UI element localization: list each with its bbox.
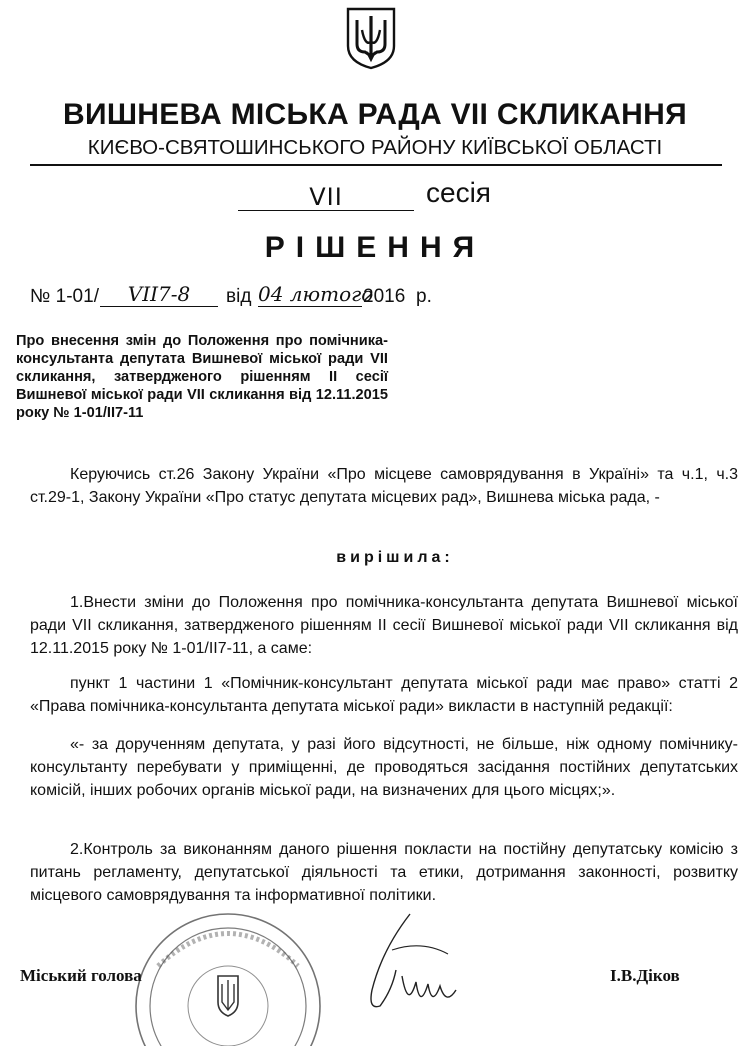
council-name: ВИШНЕВА МІСЬКА РАДА VII СКЛИКАННЯ bbox=[63, 98, 687, 131]
session-number-field bbox=[238, 180, 414, 211]
date-handwritten: 04 лютого bbox=[258, 282, 374, 306]
year-suffix: р. bbox=[416, 286, 432, 307]
decision-number-handwritten: VII7-8 bbox=[100, 282, 218, 307]
decision-number-prefix: № 1-01/ bbox=[30, 286, 99, 307]
signatory-title: Міський голова bbox=[20, 966, 142, 985]
preamble-paragraph: Керуючись ст.26 Закону України «Про місцеве самоврядування в Україні» та ч.1, ч.3 ст.29-1, Закону України «Про статус депутата місцевих рад», Вишнева міська рада, - bbox=[30, 466, 738, 506]
official-seal-icon bbox=[128, 906, 328, 1046]
resolved-heading: вирішила: bbox=[336, 549, 454, 566]
signatory-name: І.В.Діков bbox=[610, 966, 680, 985]
decision-title: РІШЕННЯ bbox=[264, 231, 486, 264]
header-divider bbox=[30, 164, 722, 166]
item-1-paragraph: 1.Внести зміни до Положення про помічника-консультанта депутата Вишневої міської ради VII скликання, затвердженого рішенням II сесії Вишневої міської ради VII скликання від 12.11.2015 року № 1-01/II7-11, а саме: bbox=[30, 594, 738, 657]
item-1-detail-paragraph: пункт 1 частини 1 «Помічник-консультант депутата міської ради має право» статті 2 «Права помічника-консультанта депутата міської ради» викласти в наступній редакції: bbox=[30, 675, 738, 715]
handwritten-signature-icon bbox=[352, 910, 472, 1020]
date-prefix: від bbox=[226, 286, 252, 307]
session-number: VII bbox=[309, 183, 343, 211]
session-label: сесія bbox=[426, 177, 491, 208]
district-name: КИЄВО-СВЯТОШИНСЬКОГО РАЙОНУ КИЇВСЬКОЇ ОБЛАСТІ bbox=[87, 136, 663, 159]
decision-subject: Про внесення змін до Положення про помічника-консультанта депутата Вишневої міської ради VII скликання, затвердженого рішенням II сесії Вишневої міської ради VII скликання від 12.11.2015 року № 1-01/II7-11 bbox=[16, 333, 388, 421]
item-2-paragraph: 2.Контроль за виконанням даного рішення покласти на постійну депутатську комісію з питань регламенту, депутатської діяльності та етики, дотримання законності, розвитку місцевого самоврядування та інформативної політики. bbox=[30, 841, 738, 904]
decision-year: 2016 bbox=[363, 286, 406, 307]
new-wording-quote: «- за дорученням депутата, у разі його відсутності, не більше, ніж одному помічнику-консультанту перебувати у приміщенні, де проводяться засідання постійних депутатських комісій, інших робочих органів міської ради, на визначених для цього місцях;». bbox=[30, 736, 738, 799]
trident-coat-of-arms-icon bbox=[345, 6, 397, 70]
